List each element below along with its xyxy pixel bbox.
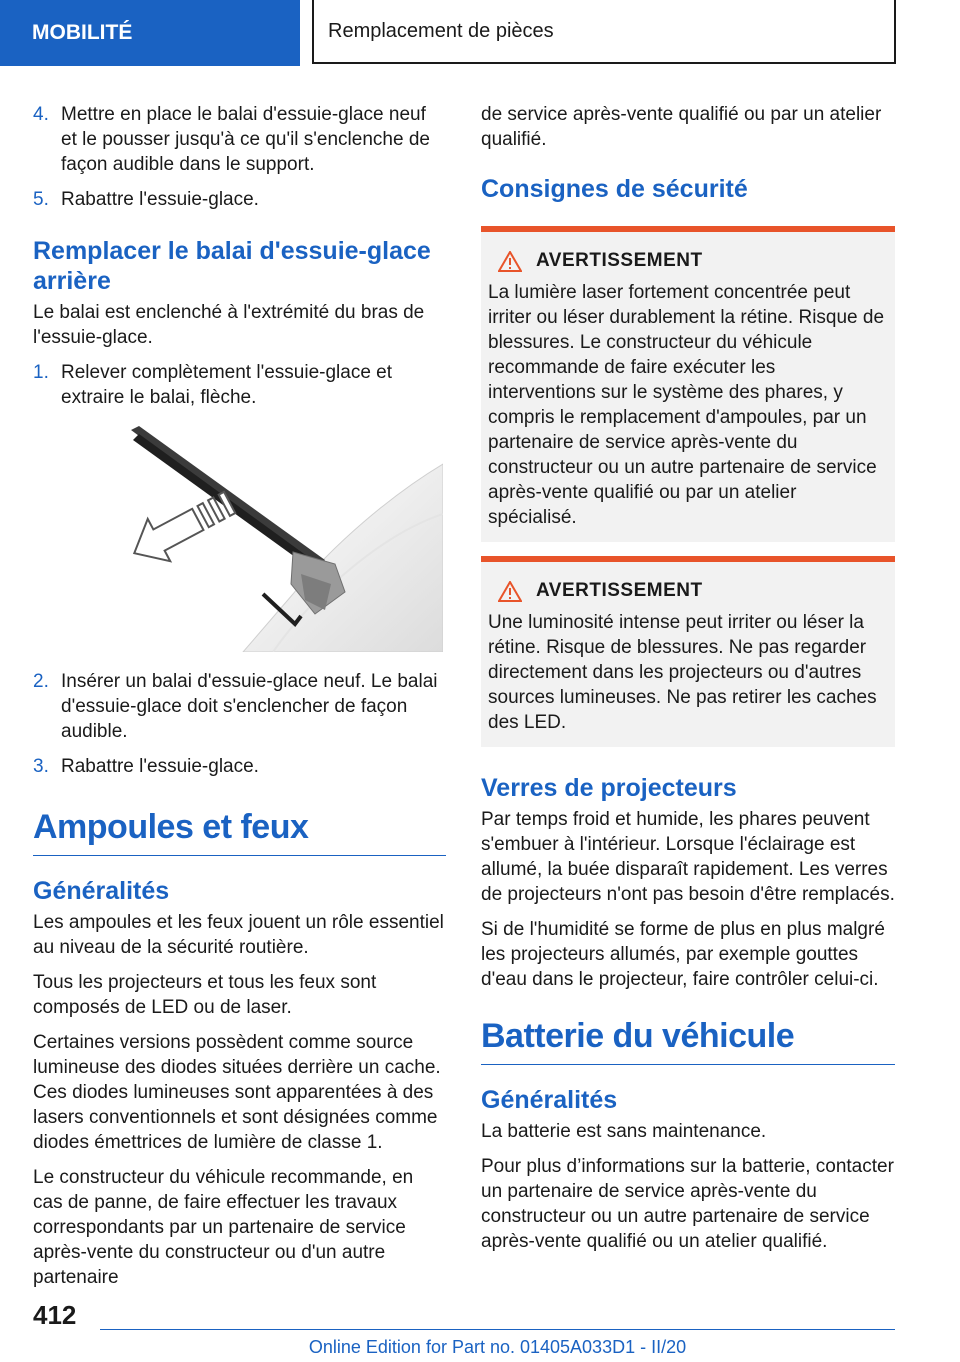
heading-rear-wiper: Remplacer le balai d'essuie-glace arrière <box>33 237 431 295</box>
step-number: 5. <box>33 189 49 210</box>
warning-text: La lumière laser fortement concentrée peut irriter ou léser durablement la rétine. Risque de blessures. Le constructeur du véhicule recommande de faire exécuter les interventions sur le système des phares, y compris le remplacement d'ampoules, par un partenaire de service après-vente du constructeur ou un autre partenaire de service après-vente qualifié ou par un atelier spécialisé. <box>488 282 885 528</box>
step-text: Mettre en place le balai d'essuie-glace neuf et le pousser jusqu'à ce qu'il s'enclenche de façon audible dans le support. <box>61 104 430 175</box>
step-number: 3. <box>33 756 49 777</box>
step-number: 2. <box>33 671 49 692</box>
heading-battery: Batterie du véhicule <box>481 1017 795 1055</box>
step-number: 4. <box>33 104 49 125</box>
step-item <box>33 187 446 212</box>
step-item <box>33 360 446 410</box>
section-tab: MOBILITÉ <box>0 0 300 66</box>
paragraph: Le constructeur du véhicule recommande, en cas de panne, de faire effectuer les travaux correspondants par un partenaire de service après-vente du constructeur ou d'un autre partenaire <box>33 1167 414 1288</box>
right-column <box>481 102 895 1264</box>
warning-box <box>481 556 895 747</box>
step-item <box>33 102 446 177</box>
step-text: Rabattre l'essuie-glace. <box>61 756 259 777</box>
warning-title: AVERTISSEMENT <box>536 580 703 601</box>
left-column <box>33 102 446 1300</box>
paragraph: La batterie est sans maintenance. <box>481 1121 767 1142</box>
page-number: 412 <box>33 1300 77 1330</box>
paragraph: Certaines versions possèdent comme source lumineuse des diodes situées derrière un cache. Ces diodes lumineuses sont apparentées à des lasers conventionnels et sont désignées comme diodes émettrices de lumière de classe 1. <box>33 1032 441 1153</box>
heading-lights: Ampoules et feux <box>33 808 309 846</box>
footer-divider <box>100 1329 895 1330</box>
heading-general: Généralités <box>33 877 170 905</box>
step-item <box>33 754 446 779</box>
heading-safety: Consignes de sécurité <box>481 175 748 203</box>
step-text: Relever complètement l'essuie-glace et extraire le balai, flèche. <box>61 362 393 408</box>
paragraph: Tous les projecteurs et tous les feux sont composés de LED ou de laser. <box>33 972 377 1018</box>
paragraph: Par temps froid et humide, les phares peuvent s'embuer à l'intérieur. Lorsque l'éclairage est allumé, la buée disparaît rapidement. Les verres de projecteurs n'ont pas besoin d'être remplacés. <box>481 809 895 905</box>
page-header <box>0 0 960 66</box>
section-heading-block <box>33 807 446 856</box>
warning-header <box>488 250 887 272</box>
heading-general: Généralités <box>481 1086 618 1114</box>
paragraph: Si de l'humidité se forme de plus en plus malgré les projecteurs allumés, par exemple gouttes d'eau dans le projecteur, faire contrôler celui-ci. <box>481 919 885 990</box>
warning-box <box>481 226 895 542</box>
warning-header <box>488 580 887 602</box>
step-text: Rabattre l'essuie-glace. <box>61 189 259 210</box>
paragraph: de service après-vente qualifié ou par un atelier qualifié. <box>481 104 882 150</box>
warning-icon <box>498 251 522 272</box>
warning-text: Une luminosité intense peut irriter ou léser la rétine. Risque de blessures. Ne pas regarder directement dans les projecteurs ou d'autres sources lumineuses. Ne pas retirer les caches des LED. <box>488 612 877 733</box>
warning-icon <box>498 581 522 602</box>
step-text: Insérer un balai d'essuie-glace neuf. Le balai d'essuie-glace doit s'enclencher de façon audible. <box>61 671 438 742</box>
chapter-title: Remplacement de pièces <box>312 0 896 64</box>
section-heading-block <box>481 1016 895 1065</box>
paragraph: Pour plus d’informations sur la batterie, contacter un partenaire de service après-vente du constructeur ou un autre partenaire de service après-vente qualifié ou un atelier qualifié. <box>481 1156 894 1252</box>
step-number: 1. <box>33 362 49 383</box>
step-item <box>33 669 446 744</box>
arrow-icon <box>123 481 241 574</box>
edition-footer: Online Edition for Part no. 01405A033D1 - II/20 <box>308 1337 687 1357</box>
heading-headlight-glass: Verres de projecteurs <box>481 774 737 802</box>
paragraph: Les ampoules et les feux jouent un rôle essentiel au niveau de la sécurité routière. <box>33 912 444 958</box>
wiper-blade-illustration <box>63 424 443 652</box>
warning-title: AVERTISSEMENT <box>536 250 703 271</box>
paragraph: Le balai est enclenché à l'extrémité du bras de l'essuie-glace. <box>33 302 425 348</box>
